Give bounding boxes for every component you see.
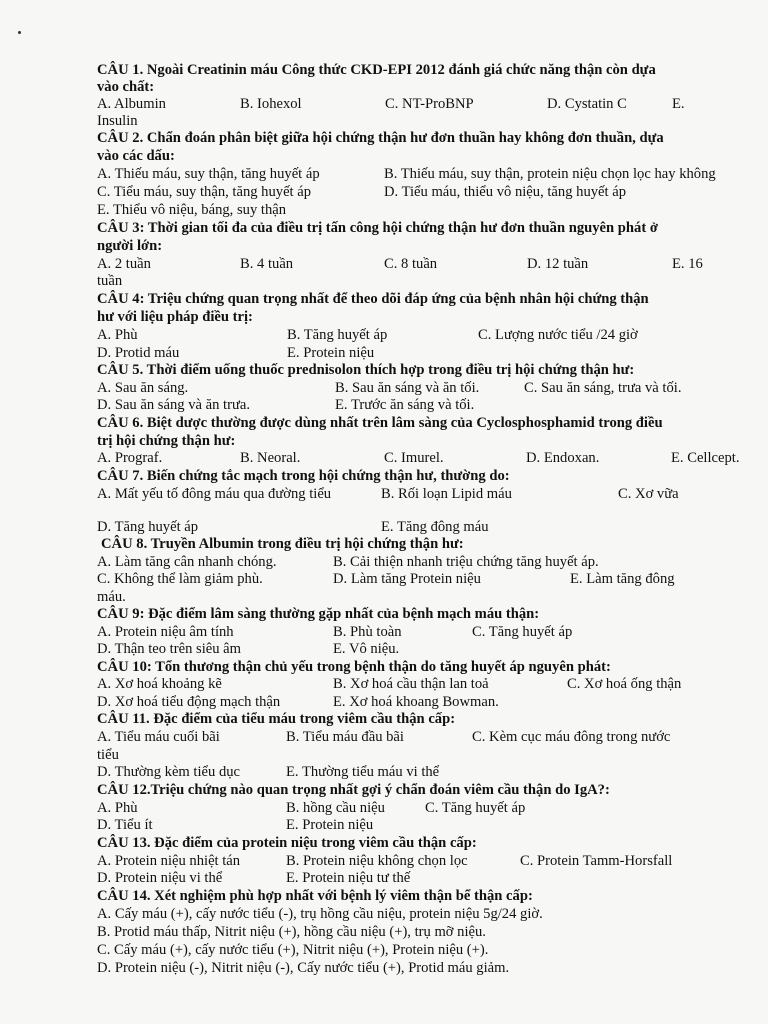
option-e: E. Tăng đông máu <box>381 519 489 535</box>
option-d: D. Tăng huyết áp <box>97 519 199 535</box>
question-stem-line: CÂU 6. Biệt dược thường được dùng nhất trên lâm sàng của Cyclosphosphamid trong điều <box>97 415 663 431</box>
option-e: E. Trước ăn sáng và tối. <box>335 397 475 413</box>
question-stem-line: người lớn: <box>97 238 163 254</box>
option-d: D. Xơ hoá tiểu động mạch thận <box>97 694 281 710</box>
option-a: A. Protein niệu nhiệt tán <box>97 853 241 869</box>
question-stem-line: CÂU 4: Triệu chứng quan trọng nhất để theo dõi đáp ứng của bệnh nhân hội chứng thận <box>97 291 649 307</box>
question-stem-line: vào chất: <box>97 79 155 95</box>
question-stem-line: trị hội chứng thận hư: <box>97 433 236 449</box>
option-e: E. Protein niệu <box>287 345 375 361</box>
option-a: A. Tiểu máu cuối bãi <box>97 729 220 745</box>
scan-speck <box>18 31 21 34</box>
option-c: C. Xơ hoá ống thận <box>567 676 682 692</box>
question-stem-line: CÂU 2. Chẩn đoán phân biệt giữa hội chứng thận hư đơn thuần hay không đơn thuần, dựa <box>97 130 664 146</box>
option-e-continued: tuần <box>97 273 123 289</box>
option-b: B. Thiếu máu, suy thận, protein niệu chọn lọc hay không <box>384 166 716 182</box>
option-c: C. Không thể làm giảm phù. <box>97 571 263 587</box>
option-d: D. Protein niệu vi thể <box>97 870 223 886</box>
question-stem-line: vào các dấu: <box>97 148 175 164</box>
option-b: B. Cải thiện nhanh triệu chứng tăng huyết áp. <box>333 554 599 570</box>
option-e-continued: máu. <box>97 589 126 605</box>
option-e: E. Thiểu vô niệu, báng, suy thận <box>97 202 287 218</box>
question-stem-line: CÂU 8. Truyền Albumin trong điều trị hội chứng thận hư: <box>101 536 464 552</box>
question-stem-line: CÂU 14. Xét nghiệm phù hợp nhất với bệnh lý viêm thận bể thận cấp: <box>97 888 533 904</box>
option-a: A. Protein niệu âm tính <box>97 624 234 640</box>
option-d: D. 12 tuần <box>527 256 589 272</box>
question-stem-line: CÂU 5. Thời điểm uống thuốc prednisolon thích hợp trong điều trị hội chứng thận hư: <box>97 362 635 378</box>
option-d: D. Tiểu máu, thiểu vô niệu, tăng huyết áp <box>384 184 626 200</box>
question-stem-line: CÂU 1. Ngoài Creatinin máu Công thức CKD-EPI 2012 đánh giá chức năng thận còn dựa <box>97 62 656 78</box>
option-a: A. Cấy máu (+), cấy nước tiểu (-), trụ hồng cầu niệu, protein niệu 5g/24 giờ. <box>97 906 543 922</box>
option-b: B. Phù toàn <box>333 624 402 640</box>
option-c: C. Imurel. <box>384 450 444 466</box>
option-b: B. 4 tuần <box>240 256 294 272</box>
option-e: E. Protein niệu <box>286 817 374 833</box>
option-a: A. Prograf. <box>97 450 163 466</box>
option-d: D. Tiểu ít <box>97 817 153 833</box>
option-d: D. Cystatin C <box>547 96 627 112</box>
option-e: E. Thường tiểu máu vi thể <box>286 764 440 780</box>
question-stem-line: CÂU 9: Đặc điểm lâm sàng thường gặp nhất của bệnh mạch máu thận: <box>97 606 540 622</box>
option-c: C. Lượng nước tiểu /24 giờ <box>478 327 638 343</box>
option-e: E. Cellcept. <box>671 450 740 466</box>
option-a: A. 2 tuần <box>97 256 151 272</box>
option-b: B. Iohexol <box>240 96 302 112</box>
option-b: B. Tăng huyết áp <box>287 327 388 343</box>
question-stem-line: CÂU 7. Biến chứng tắc mạch trong hội chứng thận hư, thường do: <box>97 468 510 484</box>
option-a: A. Sau ăn sáng. <box>97 380 189 396</box>
option-c: C. Tăng huyết áp <box>425 800 526 816</box>
option-c: C. NT-ProBNP <box>385 96 474 112</box>
option-d: D. Protein niệu (-), Nitrit niệu (-), Cấy nước tiểu (+), Protid máu giảm. <box>97 960 510 976</box>
option-c: C. Tăng huyết áp <box>472 624 573 640</box>
option-e-continued: Insulin <box>97 113 138 129</box>
option-b: B. Sau ăn sáng và ăn tối. <box>335 380 480 396</box>
question-stem-line: CÂU 12.Triệu chứng nào quan trọng nhất gợi ý chẩn đoán viêm cầu thận do IgA?: <box>97 782 610 798</box>
option-c-continued: tiểu <box>97 747 119 763</box>
option-b: B. hồng cầu niệu <box>286 800 385 816</box>
question-stem-line: CÂU 11. Đặc điểm của tiểu máu trong viêm cầu thận cấp: <box>97 711 456 727</box>
option-a: A. Mất yếu tố đông máu qua đường tiểu <box>97 486 332 502</box>
option-a: A. Xơ hoá khoảng kẽ <box>97 676 222 692</box>
option-b: B. Protein niệu không chọn lọc <box>286 853 468 869</box>
option-a: A. Làm tăng cân nhanh chóng. <box>97 554 277 570</box>
question-stem-line: CÂU 3: Thời gian tối đa của điều trị tấn công hội chứng thận hư đơn thuần nguyên phát ở <box>97 220 658 236</box>
option-e: E. Xơ hoá khoang Bowman. <box>333 694 499 710</box>
question-stem-line: CÂU 13. Đặc điểm của protein niệu trong viêm cầu thận cấp: <box>97 835 477 851</box>
option-b: B. Rối loạn Lipid máu <box>381 486 512 502</box>
option-c: C. Xơ vữa <box>618 486 679 502</box>
option-b: B. Tiểu máu đầu bãi <box>286 729 404 745</box>
option-a: A. Thiếu máu, suy thận, tăng huyết áp <box>97 166 320 182</box>
option-c: C. Protein Tamm-Horsfall <box>520 853 673 869</box>
option-c: C. Cấy máu (+), cấy nước tiểu (+), Nitrit niệu (+), Protein niệu (+). <box>97 942 489 958</box>
option-d: D. Endoxan. <box>526 450 600 466</box>
option-e: E. Làm tăng đông <box>570 571 675 587</box>
option-d: D. Thường kèm tiểu dục <box>97 764 241 780</box>
option-c: C. Tiểu máu, suy thận, tăng huyết áp <box>97 184 312 200</box>
option-d: D. Thận teo trên siêu âm <box>97 641 242 657</box>
option-a: A. Albumin <box>97 96 166 112</box>
option-b: B. Protid máu thấp, Nitrit niệu (+), hồng cầu niệu (+), trụ mỡ niệu. <box>97 924 486 940</box>
option-b: B. Neoral. <box>240 450 301 466</box>
option-c: C. Sau ăn sáng, trưa và tối. <box>524 380 682 396</box>
option-b: B. Xơ hoá cầu thận lan toả <box>333 676 489 692</box>
option-d: D. Sau ăn sáng và ăn trưa. <box>97 397 250 413</box>
option-c: C. 8 tuần <box>384 256 438 272</box>
option-e: E. Protein niệu tư thế <box>286 870 411 886</box>
question-stem-line: hư với liệu pháp điều trị: <box>97 309 253 325</box>
option-e: E. 16 <box>672 256 703 272</box>
option-d: D. Làm tăng Protein niệu <box>333 571 481 587</box>
option-c: C. Kèm cục máu đông trong nước <box>472 729 671 745</box>
option-e: E. Vô niệu. <box>333 641 400 657</box>
option-a: A. Phù <box>97 327 138 343</box>
option-e: E. <box>672 96 685 112</box>
option-d: D. Protid máu <box>97 345 180 361</box>
option-a: A. Phù <box>97 800 138 816</box>
question-stem-line: CÂU 10: Tổn thương thận chủ yếu trong bệnh thận do tăng huyết áp nguyên phát: <box>97 659 611 675</box>
